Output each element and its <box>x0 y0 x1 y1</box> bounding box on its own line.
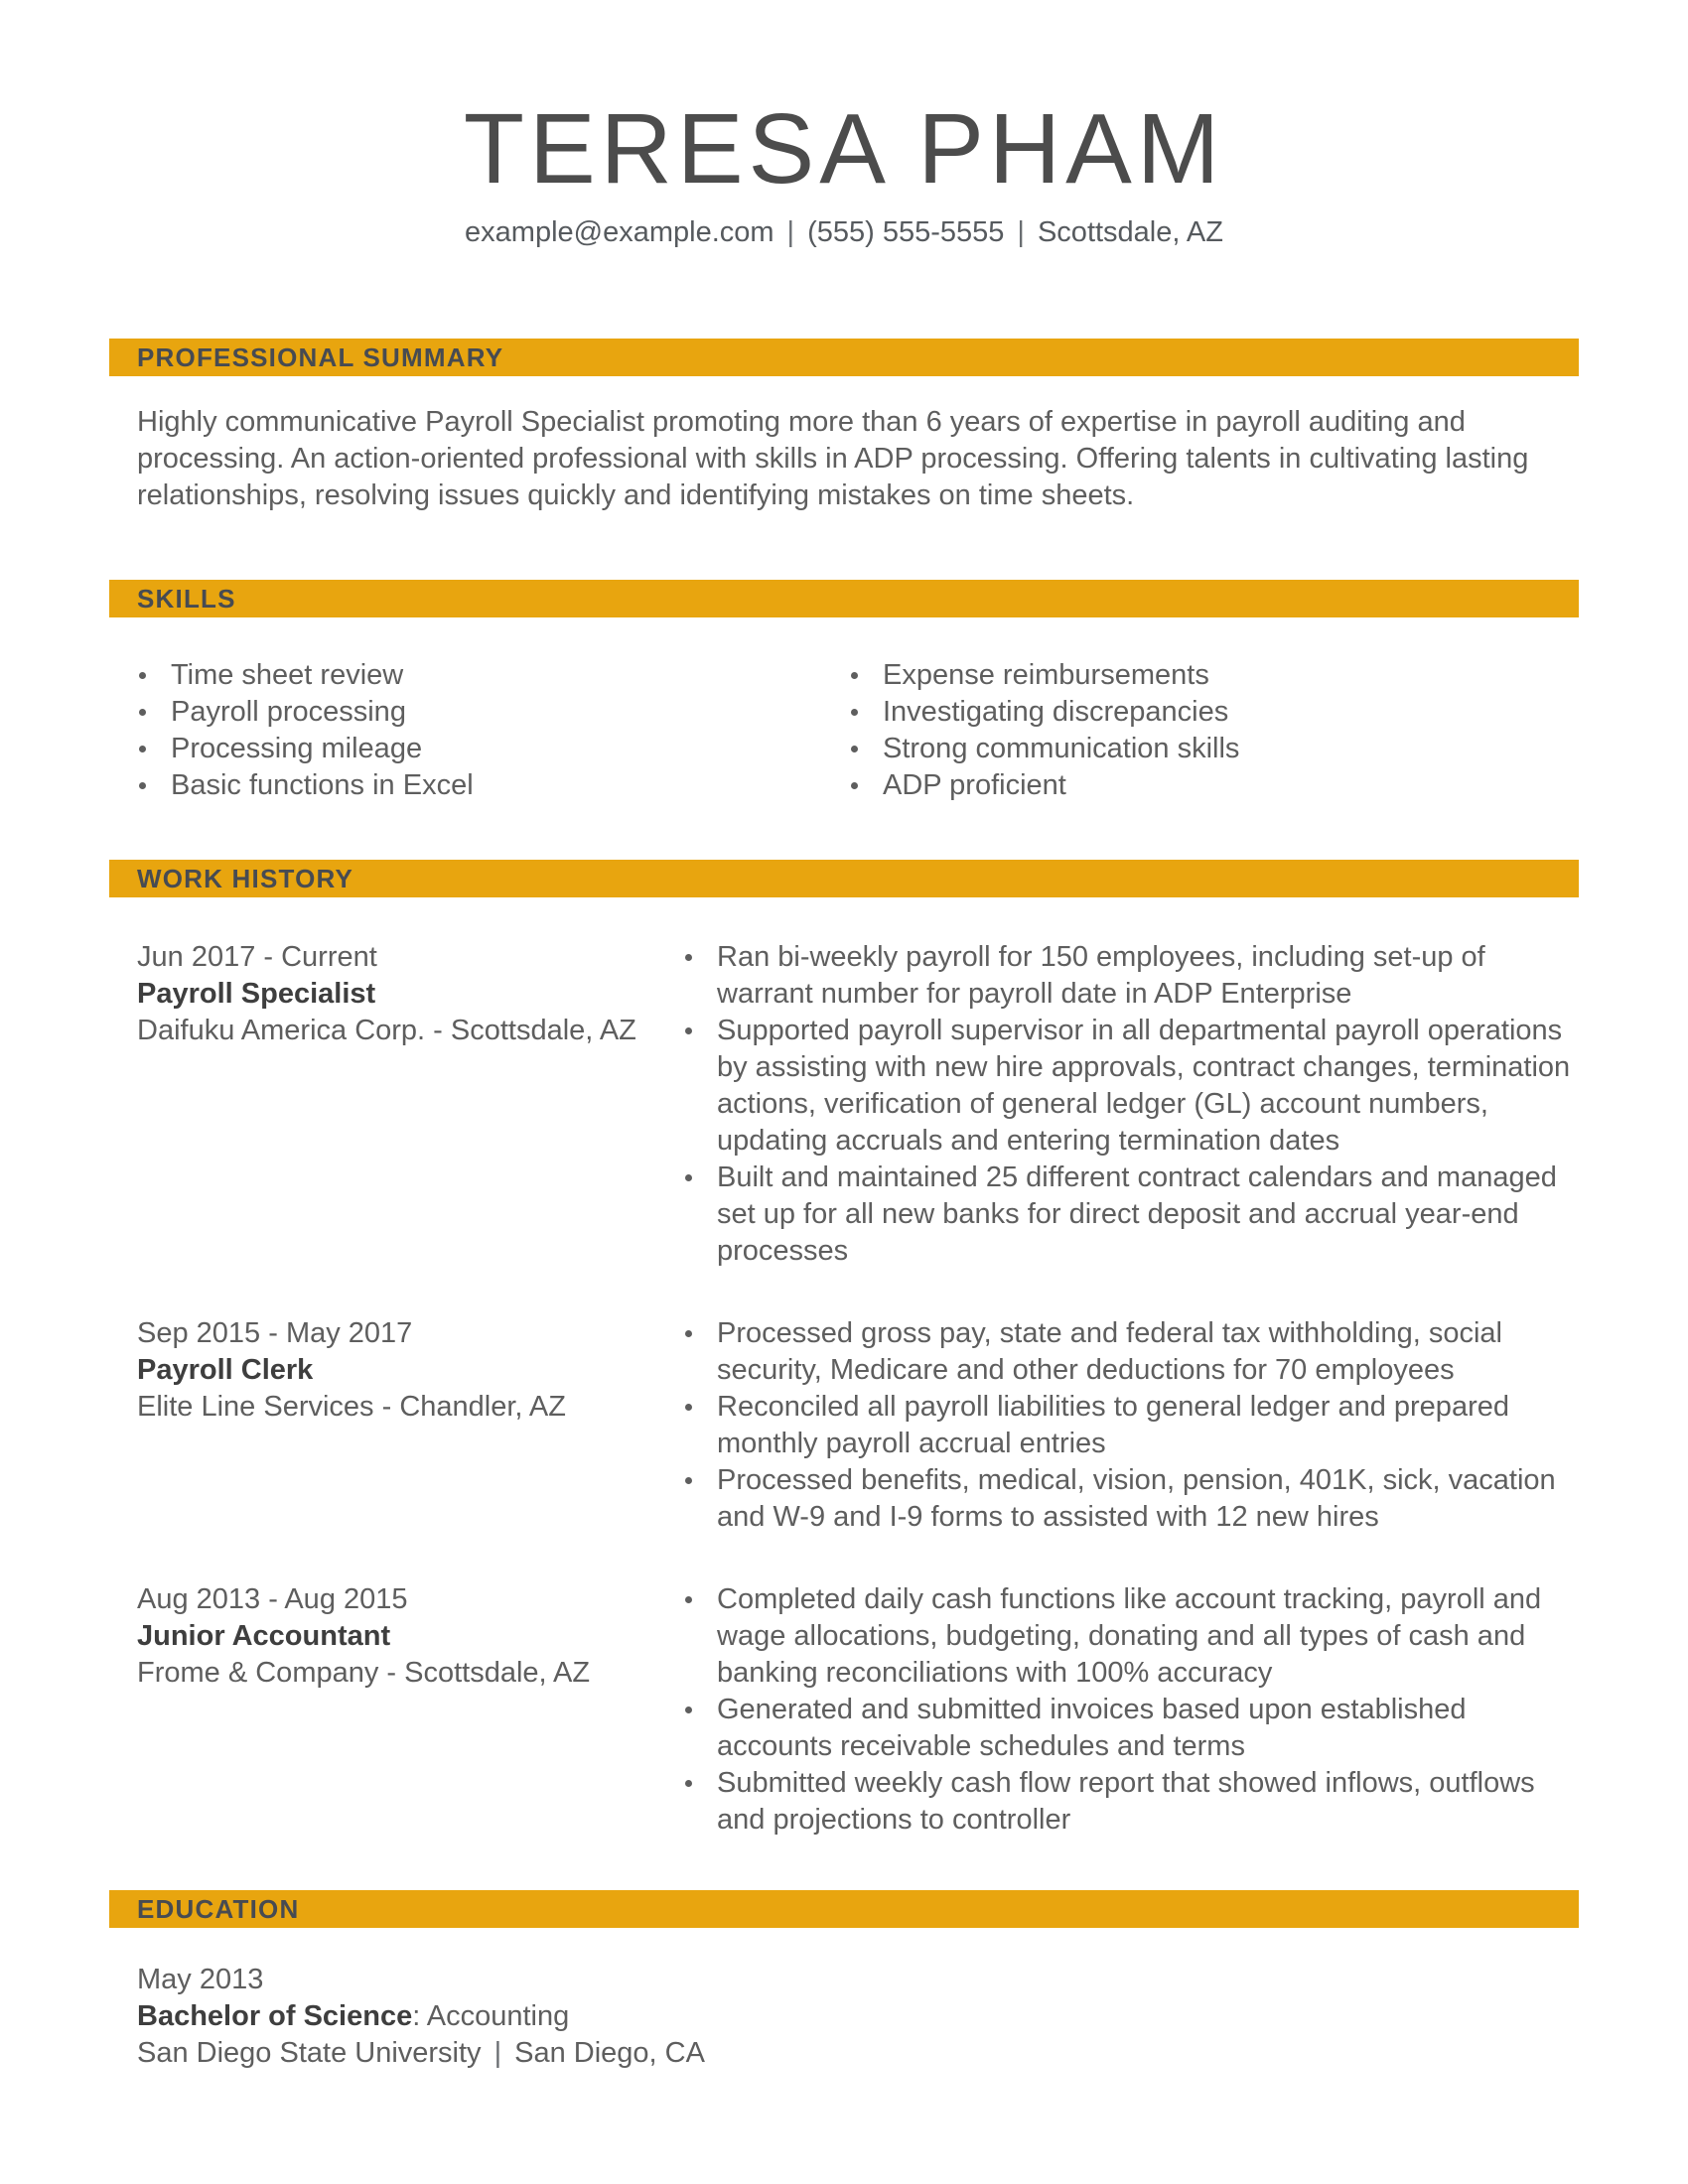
skill-item <box>137 694 849 731</box>
summary-paragraph: Highly communicative Payroll Specialist promoting more than 6 years of expertise in payroll auditing and processing. An action-oriented professional with skills in ADP processing. Offering talents in cultivating lasting relationships, resolving issues quickly and identifying mistakes on time sheets. <box>137 406 1529 511</box>
job-bullet <box>683 1462 1579 1536</box>
skill-item <box>849 657 1579 694</box>
job-company: Frome & Company - Scottsdale, AZ <box>137 1657 591 1689</box>
section-education <box>109 1890 1579 2072</box>
skill-label: Processing mileage <box>171 733 423 764</box>
job-entry <box>137 1581 1579 1839</box>
job-bullet <box>683 1692 1579 1765</box>
skill-item <box>137 767 849 804</box>
education-section-title: EDUCATION <box>137 1893 300 1924</box>
education-school-location: San Diego, CA <box>514 2037 705 2069</box>
job-dates: Aug 2013 - Aug 2015 <box>137 1583 408 1615</box>
bullet-dot <box>139 782 146 789</box>
job-bullet-text: Generated and submitted invoices based upon established accounts receivable schedules and terms <box>717 1694 1467 1762</box>
skill-label: Basic functions in Excel <box>171 769 474 801</box>
job-bullet-text: Completed daily cash functions like account tracking, payroll and wage allocations, budgeting, donating and all types of cash and banking reconciliations with 100% accuracy <box>717 1583 1542 1689</box>
summary-section-title: PROFESSIONAL SUMMARY <box>137 341 504 372</box>
skills-section-heading <box>109 580 1579 617</box>
summary-section-heading <box>109 339 1579 376</box>
job-bullet <box>683 1160 1579 1270</box>
job-company: Elite Line Services - Chandler, AZ <box>137 1391 566 1423</box>
job-bullet-list <box>683 1315 1579 1536</box>
job-title: Payroll Specialist <box>137 978 376 1010</box>
contact-separator: | <box>786 216 795 248</box>
bullet-dot <box>685 1174 692 1181</box>
education-school: San Diego State University <box>137 2037 482 2069</box>
education-major: : Accounting <box>412 2000 570 2032</box>
education-degree-line <box>137 1998 1579 2035</box>
contact-email: example@example.com <box>465 216 774 248</box>
skill-label: ADP proficient <box>883 769 1066 801</box>
bullet-dot <box>685 1706 692 1713</box>
job-bullet-text: Built and maintained 25 different contract calendars and managed set up for all new banks for direct deposit and accrual year-end processes <box>717 1161 1557 1267</box>
skill-item <box>849 694 1579 731</box>
job-bullet <box>683 939 1579 1013</box>
school-separator: | <box>493 2037 502 2069</box>
bullet-dot <box>685 954 692 961</box>
bullet-dot <box>139 709 146 716</box>
job-bullet <box>683 1315 1579 1389</box>
bullet-dot <box>851 746 858 752</box>
education-school-line <box>137 2035 1579 2072</box>
skill-label: Payroll processing <box>171 696 406 728</box>
education-date: May 2013 <box>137 1964 264 1995</box>
job-bullet-text: Processed benefits, medical, vision, pension, 401K, sick, vacation and W-9 and I-9 forms to assisted with 12 new hires <box>717 1464 1556 1533</box>
skills-column-left <box>137 657 849 804</box>
contact-location: Scottsdale, AZ <box>1037 216 1223 248</box>
job-dates: Jun 2017 - Current <box>137 941 377 973</box>
bullet-dot <box>685 1596 692 1603</box>
bullet-dot <box>851 709 858 716</box>
job-bullet-text: Reconciled all payroll liabilities to general ledger and prepared monthly payroll accrual entries <box>717 1391 1509 1459</box>
skills-columns <box>109 657 1579 804</box>
bullet-dot <box>139 746 146 752</box>
skill-label: Expense reimbursements <box>883 659 1209 691</box>
skill-item <box>137 657 849 694</box>
job-meta <box>137 939 683 1270</box>
job-bullet-list <box>683 939 1579 1270</box>
skill-label: Time sheet review <box>171 659 404 691</box>
job-bullet-text: Supported payroll supervisor in all departmental payroll operations by assisting with new hire approvals, contract changes, termination actions, verification of general ledger (GL) account numbers, updating accruals and entering termination dates <box>717 1015 1571 1157</box>
job-bullet <box>683 1581 1579 1692</box>
section-skills <box>109 580 1579 804</box>
bullet-dot <box>685 1780 692 1787</box>
job-bullet-list <box>683 1581 1579 1839</box>
contact-separator: | <box>1017 216 1025 248</box>
skill-item <box>137 731 849 767</box>
job-bullet-text: Ran bi-weekly payroll for 150 employees, including set-up of warrant number for payroll date in ADP Enterprise <box>717 941 1485 1010</box>
contact-line <box>0 215 1688 249</box>
bullet-dot <box>685 1027 692 1034</box>
skill-label: Strong communication skills <box>883 733 1240 764</box>
skills-section-title: SKILLS <box>137 583 236 614</box>
job-bullet <box>683 1013 1579 1160</box>
education-entry <box>109 1962 1579 2072</box>
education-section-heading <box>109 1890 1579 1928</box>
bullet-dot <box>851 672 858 679</box>
job-bullet <box>683 1389 1579 1462</box>
education-degree: Bachelor of Science <box>137 2000 413 2032</box>
skills-column-right <box>849 657 1579 804</box>
job-entry <box>137 1315 1579 1536</box>
work-history-section-heading <box>109 860 1579 897</box>
job-title: Payroll Clerk <box>137 1354 314 1386</box>
work-history-section-title: WORK HISTORY <box>137 863 354 893</box>
skill-item <box>849 731 1579 767</box>
bullet-dot <box>685 1477 692 1484</box>
job-entry <box>137 939 1579 1270</box>
candidate-name: TERESA PHAM <box>463 93 1225 205</box>
job-company: Daifuku America Corp. - Scottsdale, AZ <box>137 1015 636 1046</box>
job-dates: Sep 2015 - May 2017 <box>137 1317 413 1349</box>
section-summary <box>109 339 1579 514</box>
job-meta <box>137 1581 683 1839</box>
job-bullet-text: Processed gross pay, state and federal tax withholding, social security, Medicare and other deductions for 70 employees <box>717 1317 1502 1386</box>
bullet-dot <box>685 1330 692 1337</box>
section-work-history <box>109 860 1579 1839</box>
job-bullet-text: Submitted weekly cash flow report that showed inflows, outflows and projections to controller <box>717 1767 1535 1836</box>
job-meta <box>137 1315 683 1536</box>
skill-label: Investigating discrepancies <box>883 696 1229 728</box>
bullet-dot <box>139 672 146 679</box>
resume-header <box>0 0 1688 249</box>
bullet-dot <box>851 782 858 789</box>
bullet-dot <box>685 1404 692 1411</box>
contact-phone: (555) 555-5555 <box>807 216 1005 248</box>
job-title: Junior Accountant <box>137 1620 391 1652</box>
job-bullet <box>683 1765 1579 1839</box>
job-list <box>109 939 1579 1839</box>
skill-item <box>849 767 1579 804</box>
